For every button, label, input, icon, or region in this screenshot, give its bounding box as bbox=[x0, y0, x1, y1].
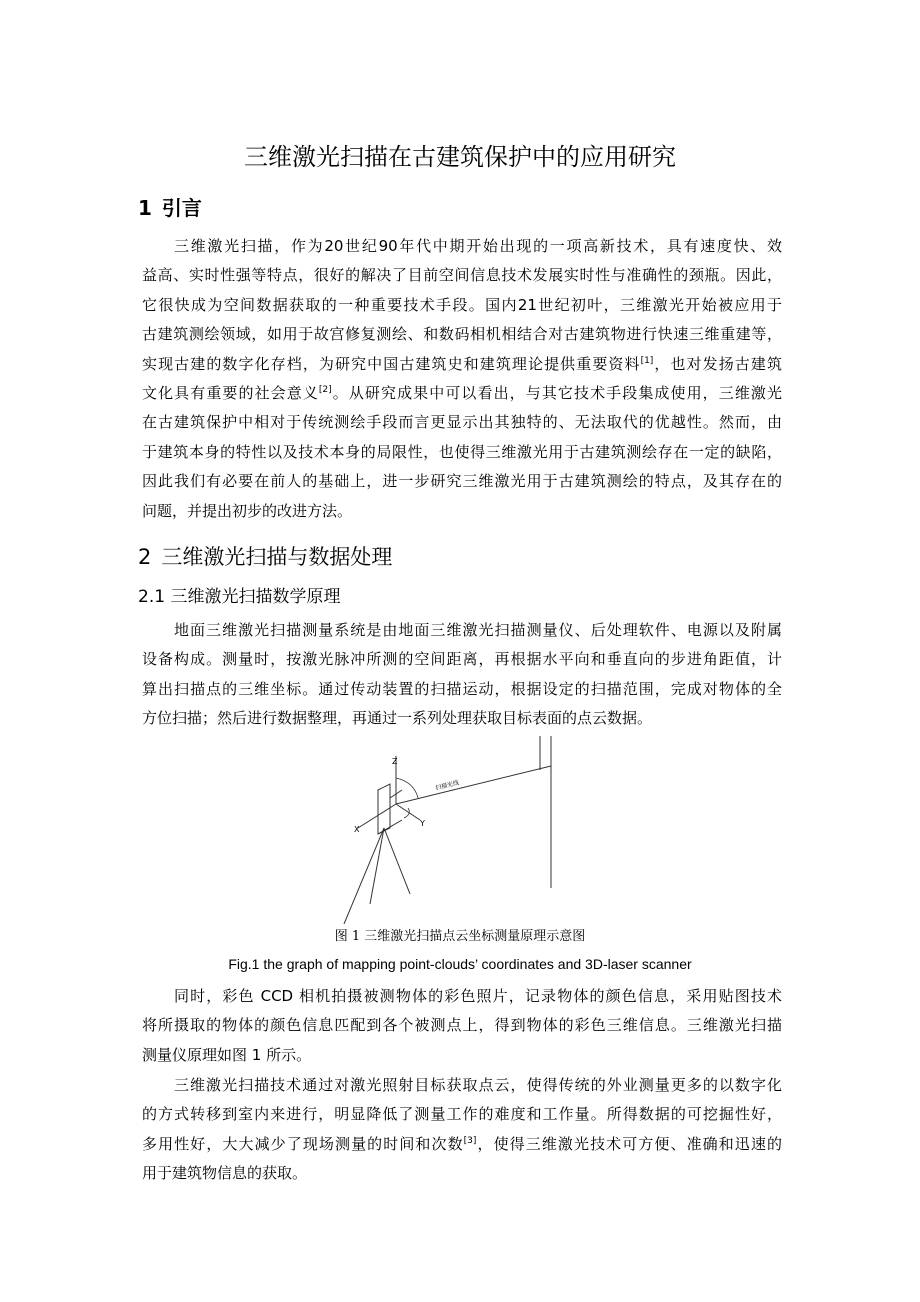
beam-label: 扫描光线 bbox=[434, 779, 460, 792]
section-number: 1 bbox=[138, 196, 152, 220]
text-line: 在古建筑保护中相对于传统测绘手段而言更显示出其独特的、无法取代的优越性。然而，由 bbox=[142, 413, 782, 432]
figure-caption-chinese: 图 1 三维激光扫描点云坐标测量原理示意图 bbox=[334, 929, 586, 944]
z-label: Z bbox=[392, 757, 398, 766]
figure-caption-english: Fig.1 the graph of mapping point-clouds’ coordinates and 3D-laser scanner bbox=[228, 956, 692, 972]
y-label: Y bbox=[420, 819, 425, 828]
section-number: 2 bbox=[138, 545, 152, 569]
text-line: 它很快成为空间数据获取的一种重要技术手段。国内21世纪初叶，三维激光开始被应用于 bbox=[142, 295, 782, 314]
text-line: 算出扫描点的三维坐标。通过传动装置的扫描运动，根据设定的扫描范围，完成对物体的全 bbox=[142, 679, 782, 698]
subsection-title: 三维激光扫描数学原理 bbox=[170, 587, 341, 607]
text-line: 问题，并提出初步的改进方法。 bbox=[142, 501, 353, 520]
text-run: 文化具有重要的社会意义 bbox=[142, 383, 319, 402]
text-line: 测量仪原理如图 1 所示。 bbox=[142, 1045, 312, 1064]
y-axis-line bbox=[396, 804, 420, 820]
text-line: 同时，彩色 CCD 相机拍摄被测物体的彩色照片，记录物体的颜色信息，采用贴图技术 bbox=[174, 987, 782, 1005]
text-line: 于建筑本身的特性以及技术本身的局限性，也使得三维激光用于古建筑测绘存在一定的缺陷， bbox=[142, 442, 782, 461]
text-run: ，也对发扬古建筑 bbox=[653, 354, 782, 373]
tripod-leg bbox=[370, 828, 384, 904]
text-line: 方位扫描；然后进行数据整理，再通过一系列处理获取目标表面的点云数据。 bbox=[142, 709, 653, 728]
paper-title: 三维激光扫描在古建筑保护中的应用研究 bbox=[244, 143, 676, 171]
citation-ref: [3] bbox=[463, 1135, 477, 1146]
section-title: 三维激光扫描与数据处理 bbox=[161, 545, 393, 569]
text-line: 三维激光扫描技术通过对激光照射目标获取点云，使得传统的外业测量更多的以数字化 bbox=[174, 1076, 782, 1094]
citation-ref: [2] bbox=[318, 384, 332, 395]
text-run: 实现古建的数字化存档，为研究中国古建筑史和建筑理论提供重要资料 bbox=[142, 354, 641, 373]
tripod-leg bbox=[384, 828, 410, 894]
text-line bbox=[142, 350, 782, 379]
section-2-heading bbox=[138, 543, 392, 571]
text-line: 设备构成。测量时，按激光脉冲所测的空间距离，再根据水平向和垂直向的步进角距值，计 bbox=[142, 650, 782, 669]
advantages-paragraph bbox=[142, 1071, 782, 1189]
text-line: 地面三维激光扫描测量系统是由地面三维激光扫描测量仪、后处理软件、电源以及附属 bbox=[174, 621, 782, 639]
text-line: 因此我们有必要在前人的基础上，进一步研究三维激光用于古建筑测绘的特点，及其存在的 bbox=[142, 472, 782, 491]
text-line bbox=[142, 379, 782, 408]
scanner-diagram-figure bbox=[340, 728, 580, 924]
intro-paragraph bbox=[142, 232, 782, 526]
text-line: 古建筑测绘领域，如用于故宫修复测绘、和数码相机相结合对古建筑物进行快速三维重建等， bbox=[142, 325, 782, 344]
text-line: 将所摄取的物体的颜色信息匹配到各个被测点上，得到物体的彩色三维信息。三维激光扫描 bbox=[142, 1016, 782, 1035]
text-run: 多用性好，大大减少了现场测量的时间和次数 bbox=[142, 1134, 464, 1153]
x-label: X bbox=[354, 825, 360, 834]
section-1-heading bbox=[138, 194, 202, 222]
laser-beam-line bbox=[396, 766, 551, 804]
text-run: 。从研究成果中可以看出，与其它技术手段集成使用，三维激光 bbox=[331, 383, 782, 402]
subsection-number: 2.1 bbox=[138, 587, 166, 607]
color-ccd-paragraph bbox=[142, 982, 782, 1070]
vertical-angle-arc bbox=[396, 778, 418, 798]
text-line: 的方式转移到室内来进行，明显降低了测量工作的难度和工作量。所得数据的可挖掘性好， bbox=[142, 1105, 782, 1124]
section-title: 引言 bbox=[161, 196, 202, 220]
text-run: ，使得三维激光技术可方便、准确和迅速的 bbox=[476, 1134, 782, 1153]
principle-paragraph bbox=[142, 616, 782, 734]
citation-ref: [1] bbox=[640, 355, 654, 366]
text-line: 用于建筑物信息的获取。 bbox=[142, 1164, 308, 1183]
text-line: 益高、实时性强等特点，很好的解决了目前空间信息技术发展实时性与准确性的颈瓶。因此， bbox=[142, 266, 782, 285]
subsection-2-1-heading bbox=[138, 584, 340, 610]
tripod-leg bbox=[344, 828, 384, 924]
text-line: 三维激光扫描，作为20世纪90年代中期开始出现的一项高新技术，具有速度快、效 bbox=[174, 237, 782, 255]
text-line bbox=[142, 1130, 782, 1159]
